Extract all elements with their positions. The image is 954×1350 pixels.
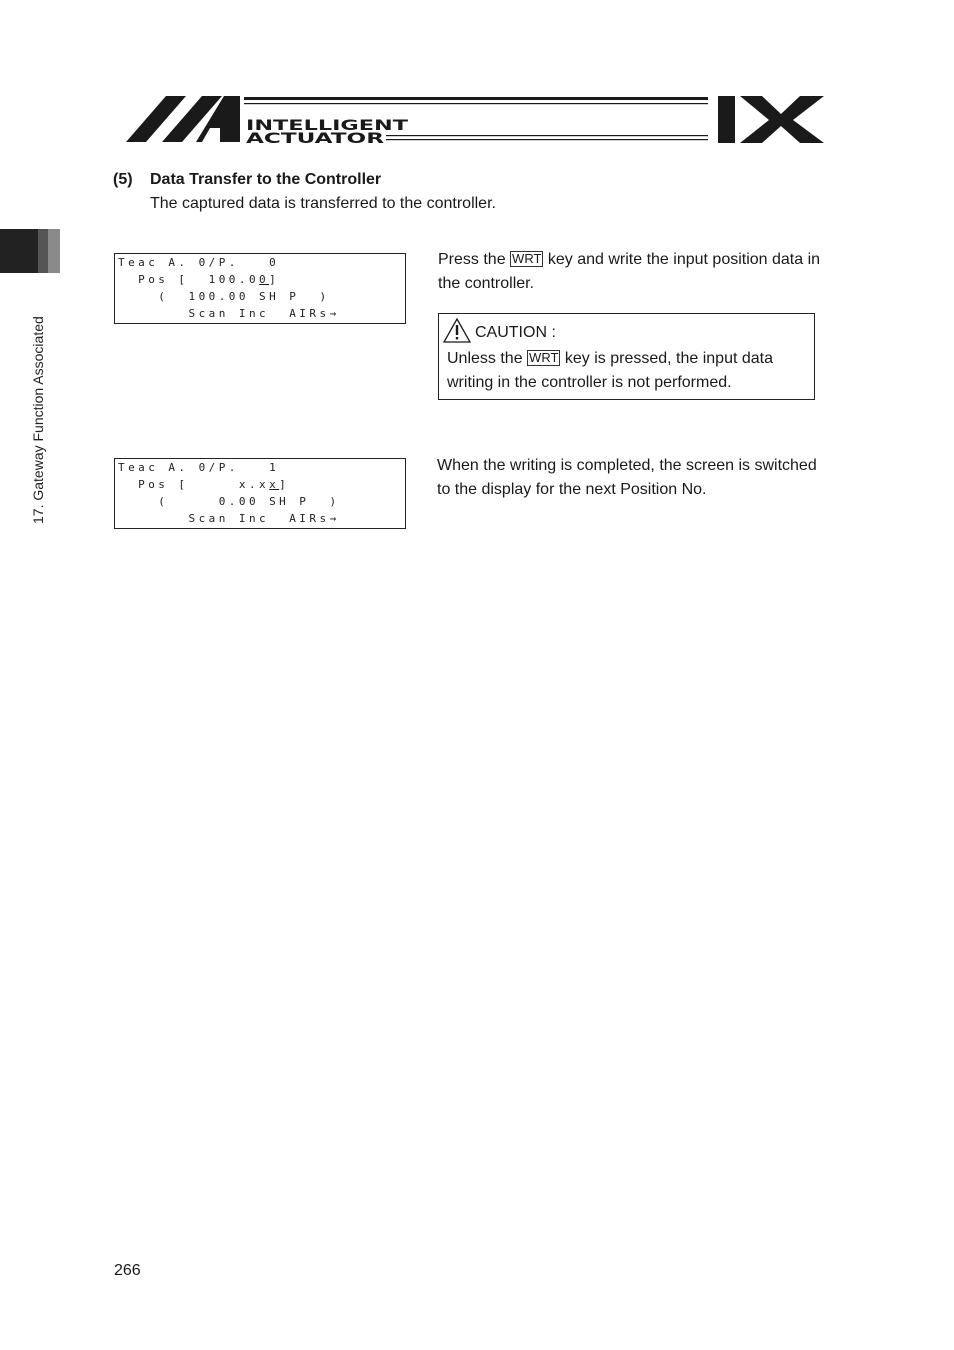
chapter-tab-block	[0, 229, 38, 273]
chapter-side-label: 17. Gateway Function Associated	[30, 316, 46, 524]
warning-triangle-icon	[443, 318, 471, 343]
screen-line: Scan Inc AIRs→	[118, 307, 340, 320]
step-2-instruction: When the writing is completed, the screen is switched to the display for the next Position No.	[437, 457, 817, 498]
chapter-tab-block-mid	[38, 229, 48, 273]
step-1-instruction: Press the WRT key and write the input position data in the controller.	[438, 251, 821, 292]
caution-message: Unless the WRT key is pressed, the input data writing in the controller is not performed.	[447, 350, 773, 391]
screen-line: Scan Inc AIRs→	[118, 512, 340, 525]
screen-line: Teac A. 0/P. 0	[118, 256, 280, 269]
cursor-digit: x	[269, 478, 280, 491]
teaching-pendant-screen-2	[114, 458, 406, 529]
caution-box	[438, 313, 815, 400]
teaching-pendant-screen-1	[114, 253, 406, 324]
page-number: 266	[114, 1262, 141, 1279]
chapter-tab-block-light	[48, 229, 60, 273]
section-intro: The captured data is transferred to the controller.	[150, 195, 496, 212]
caution-title: CAUTION :	[475, 324, 556, 341]
screen-line: Pos [ x.xx]	[118, 478, 290, 491]
caution-header	[443, 318, 556, 343]
cursor-digit: 0	[259, 273, 270, 286]
screen-line: ( 100.00 SH P )	[118, 290, 330, 303]
screen-line: Teac A. 0/P. 1	[118, 461, 280, 474]
section-title: Data Transfer to the Controller	[150, 171, 382, 188]
section-heading	[113, 171, 381, 189]
wrt-key-label: WRT	[512, 251, 542, 266]
ix-mark	[718, 96, 824, 143]
wrt-key-label: WRT	[529, 350, 559, 365]
intelligent-actuator-logo	[126, 92, 828, 146]
logo-text-actuator: ACTUATOR	[246, 131, 385, 146]
screen-line: ( 0.00 SH P )	[118, 495, 340, 508]
screen-line: Pos [ 100.00]	[118, 273, 280, 286]
logo-text-intelligent: INTELLIGENT	[246, 118, 409, 134]
section-number: (5)	[113, 171, 133, 188]
